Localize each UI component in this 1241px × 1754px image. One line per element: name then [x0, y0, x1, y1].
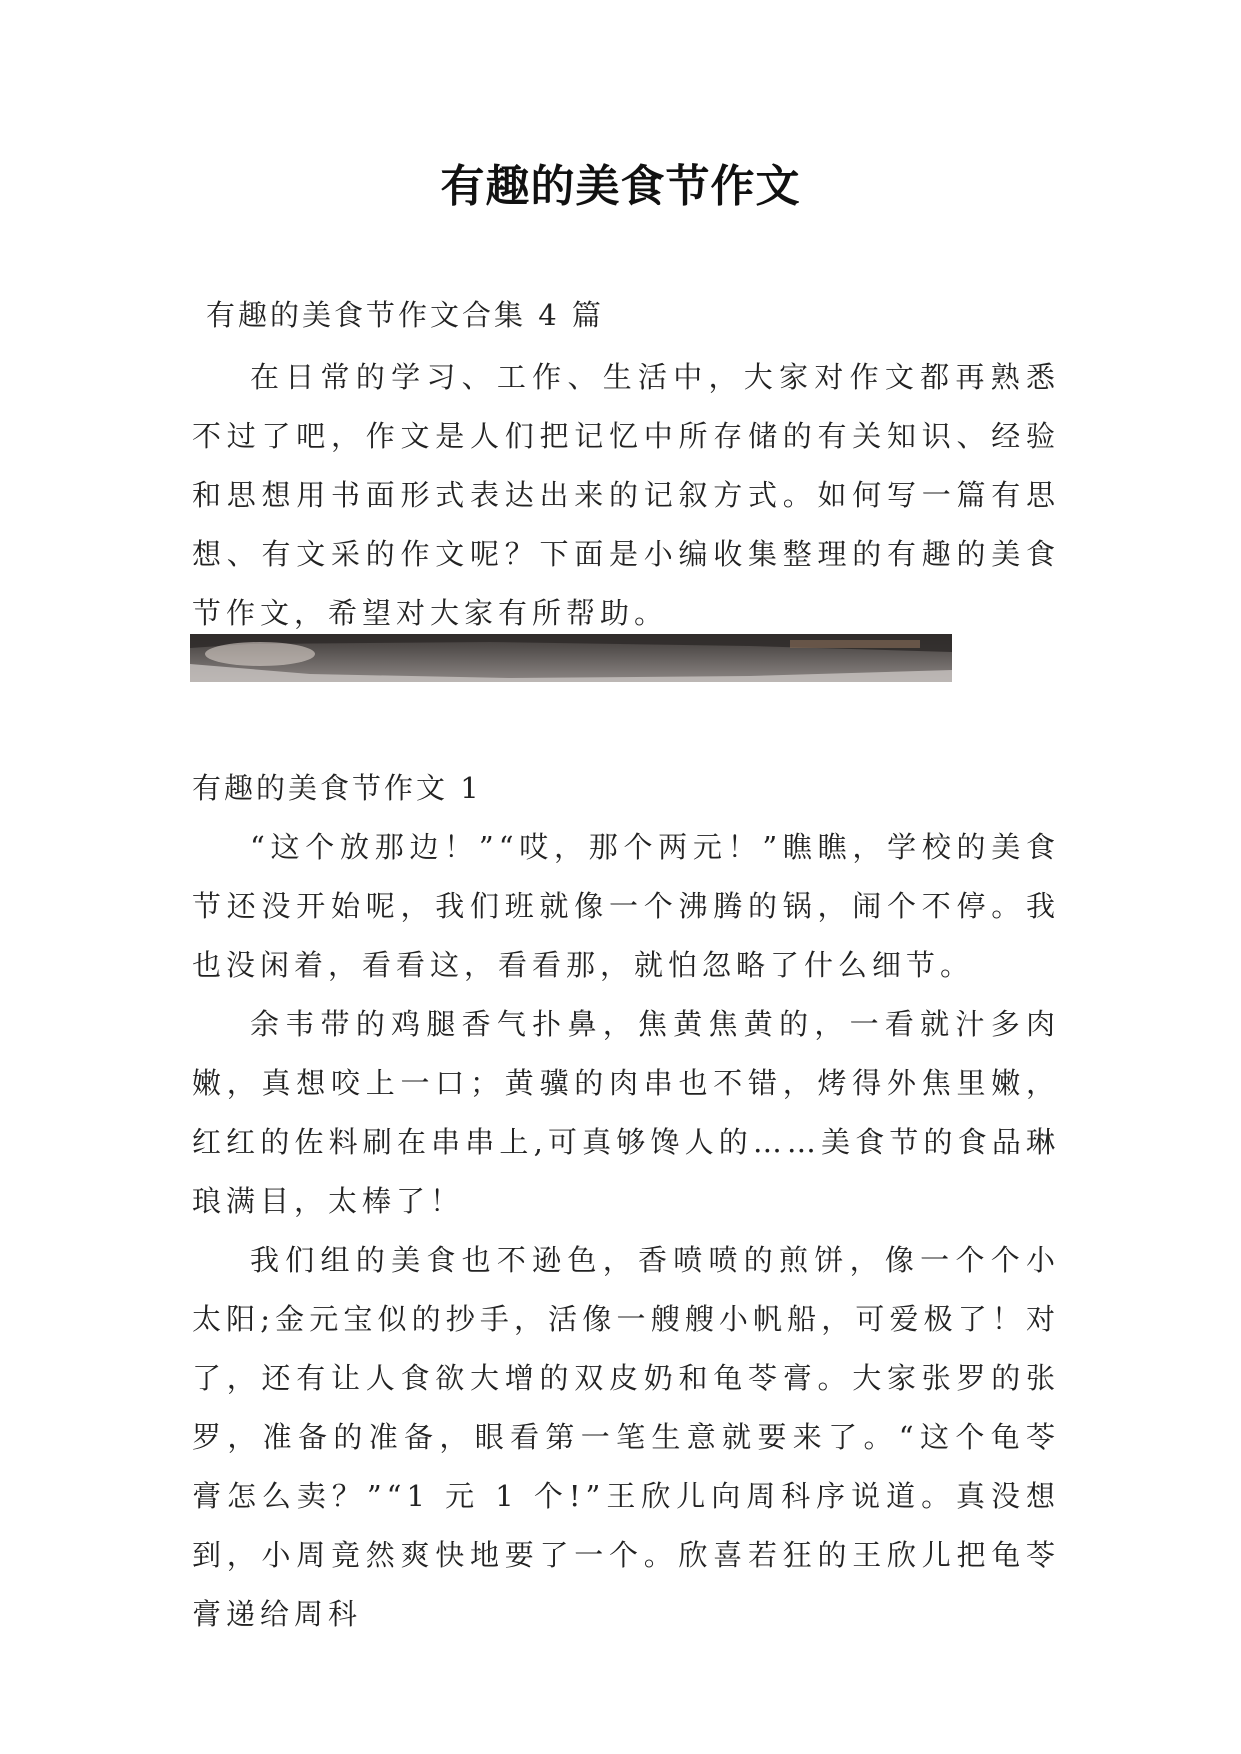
document-title: 有趣的美食节作文	[440, 161, 801, 212]
intro-paragraph: 在日常的学习、工作、生活中，大家对作文都再熟悉不过了吧，作文是人们把记忆中所存储的有关知识、经验和思想用书面形式表达出来的记叙方式。如何写一篇有思想、有文采的作文呢？下面是小编收集整理的有趣的美食节作文，希望对大家有所帮助。	[192, 360, 1060, 630]
photo-strip-icon	[190, 634, 952, 682]
intro-section	[192, 348, 1060, 643]
photo-strip-image	[190, 634, 952, 682]
document-subtitle: 有趣的美食节作文合集 4 篇	[206, 298, 604, 332]
essay-paragraph: 我们组的美食也不逊色，香喷喷的煎饼，像一个个小太阳;金元宝似的抄手，活像一艘艘小帆船，可爱极了！对了，还有让人食欲大增的双皮奶和龟苓膏。大家张罗的张罗，准备的准备，眼看第一笔生意就要来了。“这个龟苓膏怎么卖？”“1 元 1 个!”王欣儿向周科序说道。真没想到，小周竟然爽快地要了一个。欣喜若狂的王欣儿把龟苓膏递给周科	[192, 1243, 1060, 1631]
essay-body	[192, 818, 1060, 1644]
essay-heading: 有趣的美食节作文 1	[192, 771, 482, 805]
essay-paragraph: 余韦带的鸡腿香气扑鼻，焦黄焦黄的，一看就汁多肉嫩，真想咬上一口；黄骥的肉串也不错，烤得外焦里嫩，红红的佐料刷在串串上,可真够馋人的……美食节的食品琳琅满目，太棒了！	[192, 1007, 1060, 1218]
essay-paragraph: “这个放那边！”“哎，那个两元！”瞧瞧，学校的美食节还没开始呢，我们班就像一个沸腾的锅，闹个不停。我也没闲着，看看这，看看那，就怕忽略了什么细节。	[192, 830, 1060, 982]
